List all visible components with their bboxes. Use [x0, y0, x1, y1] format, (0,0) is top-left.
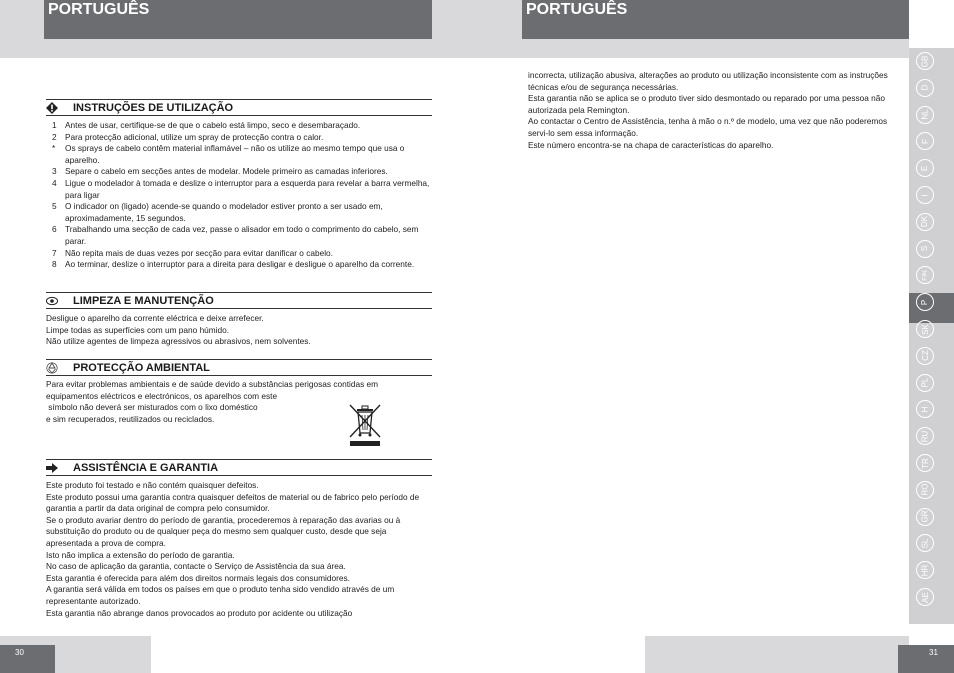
- crossed-out-bin-icon: [347, 403, 383, 449]
- language-tab-sk[interactable]: [916, 320, 934, 338]
- page-title-left: PORTUGUÊS: [44, 0, 432, 39]
- language-tab-ro[interactable]: [916, 481, 934, 499]
- language-tab-label: P: [920, 299, 930, 305]
- language-tab-label: RU: [920, 430, 930, 442]
- list-item-text: Ligue o modelador à tomada e deslize o interruptor para a esquerda para revelar a barra vermelha, para ligar: [65, 177, 430, 200]
- right-line: incorrecta, utilização abusiva, alterações ao produto ou utilização inconsistente com as instruções técnicas e/ou de segurança necessárias.: [528, 70, 888, 92]
- limpeza-line: Limpe todas as superfícies com um pano húmido.: [46, 324, 230, 335]
- list-item-text: Os sprays de cabelo contêm material inflamável – não os utilize ao mesmo tempo que usa o aparelho.: [65, 143, 405, 165]
- ambiental-line: e sim recuperados, reutilizados ou reciclados.: [46, 413, 215, 424]
- section-title-limpeza: [46, 292, 432, 309]
- arrow-right-icon: [46, 462, 58, 474]
- language-tab-d[interactable]: [916, 79, 934, 97]
- language-tab-label: HR: [920, 564, 930, 576]
- garantia-text: [46, 480, 432, 619]
- language-tab-label: SK: [920, 323, 930, 335]
- language-tab-label: AE: [920, 591, 930, 603]
- garantia-line: Se o produto avariar dentro do período de garantia, procederemos à reparação das avarias ou à substituição do produto ou de qualquer peça do mesmo sem qualquer custo, desde que seja apresentada a prova de compra.: [46, 514, 401, 548]
- language-tab-cz[interactable]: [916, 347, 934, 365]
- right-line: Este número encontra-se na chapa de características do aparelho.: [528, 139, 774, 150]
- language-tab-label: GB: [920, 55, 930, 67]
- list-item: [46, 224, 432, 247]
- language-tab-label: TR: [920, 457, 930, 469]
- list-item-text: Não repita mais de duas vezes por secção para evitar danificar o cabelo.: [65, 247, 333, 258]
- list-item: [46, 259, 432, 271]
- limpeza-line: Não utilize agentes de limpeza agressivos ou abrasivos, nem solventes.: [46, 336, 311, 347]
- list-item: [46, 143, 432, 166]
- list-item-number: 8: [52, 259, 57, 270]
- limpeza-line: Desligue o aparelho da corrente eléctrica e deixe arrefecer.: [46, 313, 264, 323]
- language-tab-label: PL: [920, 377, 930, 388]
- list-item: [46, 120, 432, 132]
- language-tab-label: SL: [920, 538, 930, 549]
- list-item: [46, 178, 432, 201]
- language-tab-label: GR: [920, 510, 930, 523]
- list-item-number: 4: [52, 177, 57, 188]
- language-tab-i[interactable]: [916, 186, 934, 204]
- list-item: [46, 166, 432, 178]
- language-tab-gb[interactable]: [916, 52, 934, 70]
- ambiental-line: Para evitar problemas ambientais e de saúde devido a substâncias perigosas contidas em: [46, 379, 379, 389]
- right-column-text: [528, 70, 890, 151]
- language-tab-label: E: [920, 165, 930, 171]
- section-title-text: INSTRUÇÕES DE UTILIZAÇÃO: [73, 102, 234, 114]
- language-tab-tr[interactable]: [916, 454, 934, 472]
- garantia-line: Esta garantia não abrange danos provocados ao produto por acidente ou utilização: [46, 607, 353, 618]
- right-line: Esta garantia não se aplica se o produto tiver sido desmontado ou reparado por uma pessoa não autorizada pela Remington.: [528, 93, 885, 115]
- page-title-right: PORTUGUÊS: [522, 0, 909, 39]
- language-tab-label: D: [920, 84, 930, 91]
- limpeza-text: [46, 313, 432, 348]
- garantia-line: Esta garantia é oferecida para além dos direitos normais legais dos consumidores.: [46, 572, 350, 583]
- list-item: [46, 248, 432, 260]
- list-item-text: Separe o cabelo em secções antes de modelar. Modele primeiro as camadas inferiores.: [65, 166, 388, 177]
- list-item-number: 7: [52, 247, 57, 258]
- section-title-garantia: [46, 459, 432, 476]
- language-tab-label: F: [920, 138, 930, 144]
- language-tab-label: I: [920, 193, 930, 197]
- list-item-number: 5: [52, 201, 57, 212]
- bottom-band-right: [645, 636, 909, 673]
- garantia-line: Este produto possui uma garantia contra quaisquer defeitos de material ou de fabrico pelo período de garantia a partir da data original de compra pelo consumidor.: [46, 491, 420, 514]
- page-number-left: 30: [0, 645, 55, 673]
- section-title-text: LIMPEZA E MANUTENÇÃO: [73, 295, 214, 307]
- list-item: [46, 201, 432, 224]
- list-item-text: O indicador on (ligado) acende-se quando o modelador estiver pronto a ser usado em, aproximadamente, 15 segundos.: [65, 201, 383, 223]
- language-tab-label: FIN: [921, 270, 929, 281]
- list-item-number: 1: [52, 120, 57, 130]
- language-tab-label: H: [920, 406, 930, 413]
- language-tab-ae[interactable]: [916, 588, 934, 606]
- language-tab-s[interactable]: [916, 240, 934, 258]
- list-item-text: Para protecção adicional, utilize um spray de protecção contra o calor.: [65, 131, 324, 142]
- list-item: [46, 132, 432, 144]
- ambiental-line: equipamentos eléctricos e electrónicos, os aparelhos com este: [46, 390, 278, 401]
- section-title-instrucoes: [46, 99, 432, 116]
- language-tab-label: DK: [920, 216, 930, 228]
- list-item-text: Ao terminar, deslize o interruptor para a direita para desligar e desligue o aparelho da corrente.: [65, 259, 415, 270]
- language-tab-label: S: [920, 245, 930, 252]
- language-tab-label: NL: [920, 109, 930, 120]
- language-tab-label: RO: [920, 483, 930, 496]
- language-tab-label: CZ: [920, 350, 930, 362]
- section-title-text: PROTECÇÃO AMBIENTAL: [73, 362, 210, 374]
- garantia-line: Este produto foi testado e não contém quaisquer defeitos.: [46, 480, 259, 490]
- garantia-line: A garantia será válida em todos os países em que o produto tenha sido vendido através de um representante autorizado.: [46, 584, 395, 606]
- language-tab-pl[interactable]: [916, 374, 934, 392]
- language-tab-gr[interactable]: [916, 508, 934, 526]
- list-item-number: *: [52, 143, 56, 154]
- garantia-line: Isto não implica a extensão do período de garantia.: [46, 549, 235, 560]
- list-item-number: 6: [52, 224, 57, 235]
- instructions-list: [46, 120, 432, 271]
- section-title-ambiental: [46, 359, 432, 376]
- page-number-right: 31: [898, 645, 954, 673]
- ambiental-line: símbolo não deverá ser misturados com o lixo doméstico: [46, 402, 258, 413]
- language-tab-nl[interactable]: [916, 106, 934, 124]
- right-line: Ao contactar o Centro de Assistência, tenha à mão o n.º de modelo, uma vez que não poderemos servi-lo sem essa informação.: [528, 116, 888, 138]
- warning-diamond-icon: [46, 102, 58, 114]
- list-item-text: Trabalhando uma secção de cada vez, passe o alisador em todo o comprimento do cabelo, sem parar.: [65, 224, 419, 246]
- eye-icon: [46, 295, 58, 307]
- section-title-text: ASSISTÊNCIA E GARANTIA: [73, 462, 219, 474]
- garantia-line: No caso de aplicação da garantia, contacte o Serviço de Assistência da sua área.: [46, 561, 346, 572]
- list-item-number: 2: [52, 131, 57, 142]
- list-item-number: 3: [52, 166, 57, 177]
- list-item-text: Antes de usar, certifique-se de que o cabelo está limpo, seco e desembaraçado.: [65, 120, 361, 130]
- recycle-icon: [46, 362, 58, 374]
- language-tab-dk[interactable]: [916, 213, 934, 231]
